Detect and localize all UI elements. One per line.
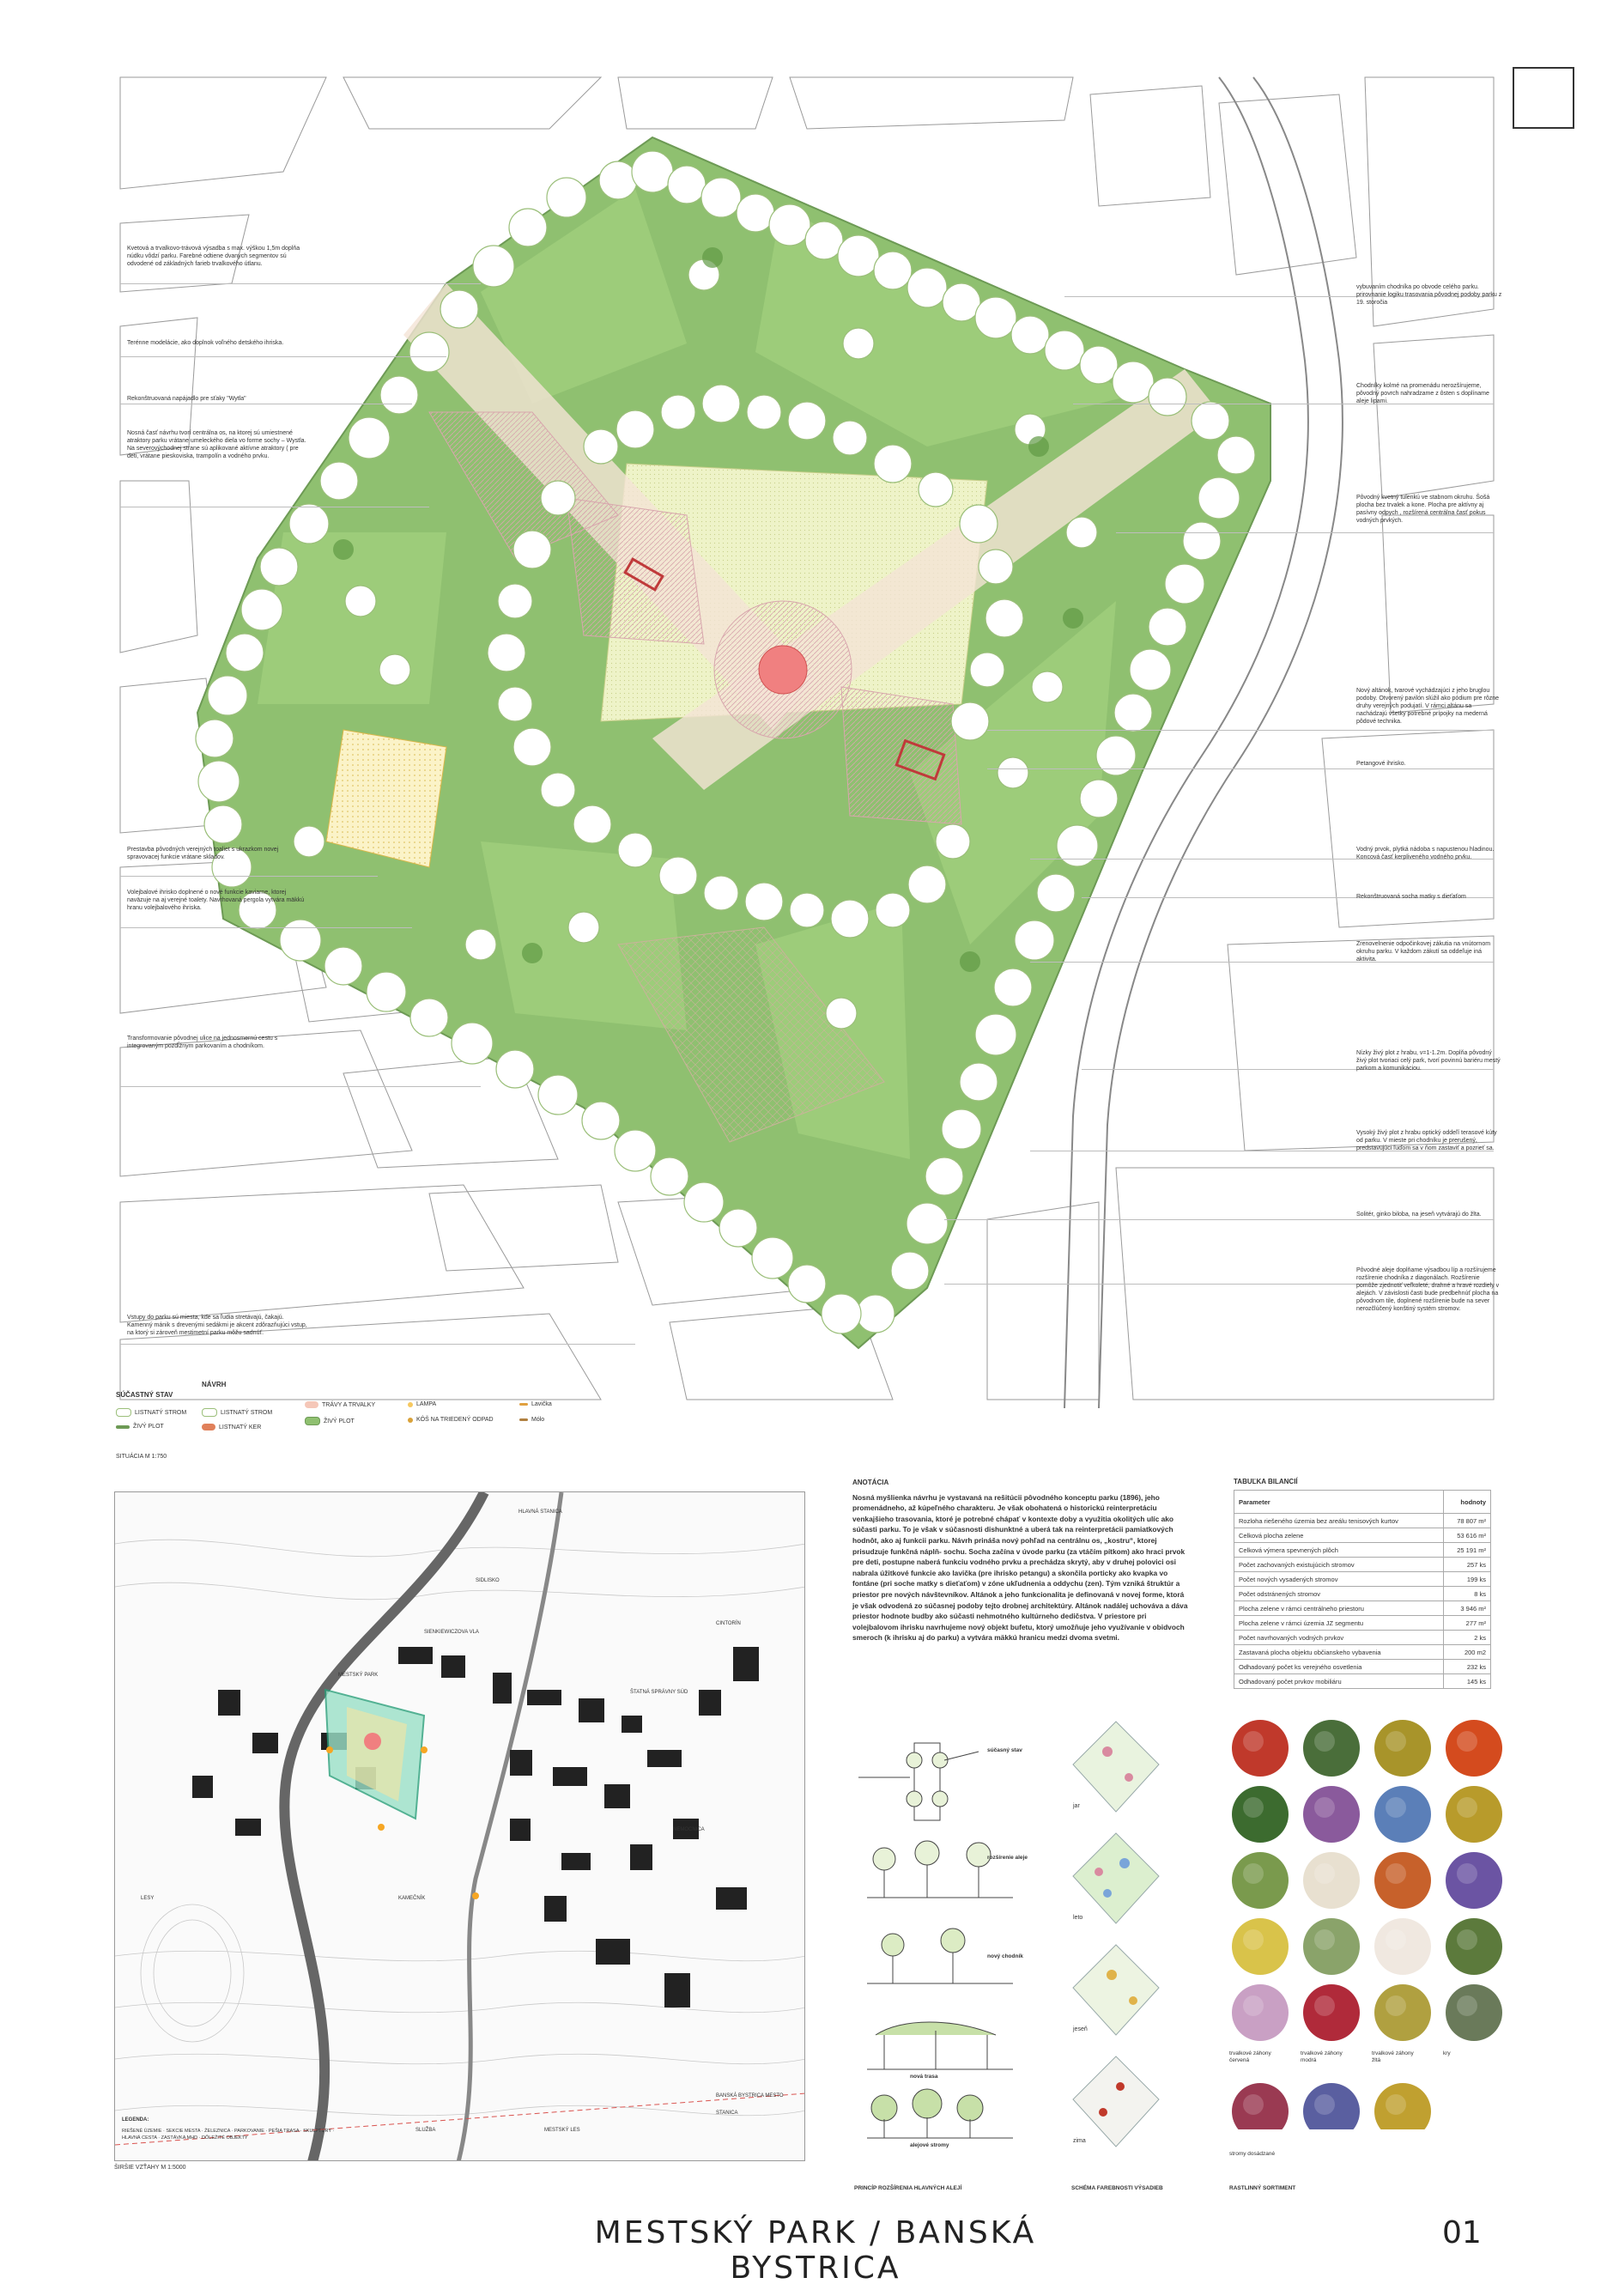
plant-photo-highlight bbox=[1314, 1995, 1335, 2016]
ctx-label-13: MESTSKÝ LES bbox=[544, 2128, 580, 2133]
plant-caption: RASTLINNÝ SORTIMENT bbox=[1229, 2185, 1296, 2191]
annotation-text: Nosná myšlienka návrhu je vystavaná na rešitúcii pôvodného konceptu parku (1896), jeho promenádneho, až kúpeľného charakteru. Je však obohatená o historickú reinterpretáciu venkajšieho trasovania, ktoré je potrebné chápať v kontexte doby a využitia okolitých ulíc ako súčasti parku. To je však v súčasnosti dishunktné a uberá tak na reinterpretácii pamiatkových hodnôt, ako aj funkcii parku. Návrh prináša nový pohľad na centrálnu os, „kostru“, ktorej prisudzuje funkčná náplň- sochu. Socha začína v úvode parku (za vtáčím pítkom) ako hraci prvok pre deti, postupne naberá funkciu vodného prvku a prechádza skrytý, aby v druhej polovici osi nabrala úžitkové funkcie ako lavička (pre ihrisko petangu) a skončila porticky ako kvapka vo fontáne (pri soche matky s dieťaťom) v zóne ukľudnenia a oddychu (zen). Tým vzniká štruktúr a priestor pre nových návštevníkov. Altánok a jeho funkcionalita je definovaná v novej forme, ktorá je však odvodená zo súčasnej podoby tejto drobnej architektúry. Altánok nadálej uchováva a dáva priestor hodnote budby ako súčasti nehmotného kultúrneho dedičstva. V priestore pri volejbalovom ihrisku navrhujeme nový objekt bufetu, ktorý umožňuje jeho využívanie v obidvoch smeroch (k ihrisku aj do parku) a vytvára mäkkú hranicu medzi dvoma svetmi. bbox=[852, 1492, 1188, 1643]
legend-bin: KÔŠ NA TRIEDENÝ ODPAD bbox=[408, 1417, 494, 1423]
table-row: Plocha zelene v rámci územia JZ segmentu 277 m² bbox=[1234, 1616, 1491, 1631]
note-left-7: Transformovanie pôvodnej ulice na jednosmernú cestu s integrovaným pozdĺžnym parkovaním a chodníkom. bbox=[127, 1036, 278, 1049]
plant-photo-highlight bbox=[1386, 1929, 1406, 1950]
plant-photo-highlight bbox=[1314, 1929, 1335, 1950]
legend-current-tree: LISTNATÝ STROM bbox=[116, 1408, 186, 1417]
ctx-label-5: SIDLISKO bbox=[476, 1578, 500, 1583]
legend-proposal-title: NÁVRH bbox=[202, 1381, 227, 1388]
ctx-label-3: HLAVNÁ STANICA bbox=[518, 1509, 562, 1515]
note-left-8: Vstupy do parku sú miesta, kde sa ľudia stretávajú, čakajú. Kamenný mánik s drevenými sedákmi je akcent zdôrazňujúci vstup, na ktorý si zároveň mestimetní parku môžu sadnúť. bbox=[127, 1315, 307, 1336]
legend-grasses: TRÁVY A TRVALKY bbox=[305, 1401, 375, 1408]
page-number: 01 bbox=[1442, 2215, 1482, 2250]
note-right-4: Nový altánok, tvarové vychádzajúci z jeho bruglou podoby. Otvorený pavilón slúžil ako pódium pre rôzne druhy verejných podujatí. V rámci altánu sa nachádzajú všetky potrebné prípojky na mederná pôdové technika. bbox=[1356, 688, 1500, 725]
plant-photo-highlight bbox=[1457, 1929, 1477, 1950]
plant-photo-highlight bbox=[1314, 1863, 1335, 1884]
legend-current-title: SÚČASTNÝ STAV bbox=[116, 1391, 173, 1399]
plant-label-yellow: trvalkové záhony žltá bbox=[1372, 2050, 1414, 2063]
plant-label-shrubs: kry bbox=[1443, 2050, 1451, 2056]
sketch-caption: PRINCÍP ROZŠÍRENIA HLAVNÝCH ALEJÍ bbox=[854, 2185, 962, 2191]
season-caption: SCHÉMA FAREBNOSTI VÝSADIEB bbox=[1071, 2185, 1163, 2191]
note-right-11: Solitér, ginko biloba, na jeseň vytvárajú do žlta. bbox=[1356, 1212, 1482, 1218]
note-right-6: Vodný prvok, plytká nádoba s napustenou hladinou. Koncová časť kerpliveného vodného prvku. bbox=[1356, 847, 1495, 860]
sketch-label-5: alejové stromy bbox=[910, 2142, 949, 2148]
legend-hedge: ŽIVÝ PLOT bbox=[305, 1417, 355, 1425]
table-row: Plocha zelene v rámci centrálneho priestoru 3 946 m² bbox=[1234, 1601, 1491, 1616]
note-right-3: Pôvodný kvetný tulenkú ve stabnom okruhu. Šošá plocha bez trvalek a kone. Plocha pre aktívny aj pasívny odpych , rozšírená centrálna časť pokus vodných prvkých. bbox=[1356, 495, 1490, 524]
note-left-1: Kvetová a trvalkovo-trávová výsadba s max. výškou 1,5m doplňa núdku vôdzí parku. Farebné odtiene dvanych segmentov sú odvodené od základných farieb trvalkového útlanu. bbox=[127, 246, 300, 267]
table-row: Počet nových vysadených stromov 199 ks bbox=[1234, 1572, 1491, 1587]
plant-label-trees: stromy dosádzané bbox=[1229, 2151, 1276, 2157]
season-winter: zima bbox=[1073, 2138, 1086, 2144]
legend-tree: LISTNATÝ STROM bbox=[202, 1408, 272, 1417]
table-row: Počet odstránených stromov 8 ks bbox=[1234, 1587, 1491, 1601]
ctx-label-10: STANICA bbox=[716, 2111, 738, 2116]
annotation-title: ANOTÁCIA bbox=[852, 1479, 889, 1486]
plant-photo-highlight bbox=[1386, 1731, 1406, 1752]
note-right-8: Zrenovelnenie odpočinkovej zákutia na vnútornom okruhu parku. V každom zákutí sa oddeľuje iná aktivita. bbox=[1356, 941, 1491, 963]
table-row: Počet navrhovaných vodných prvkov 2 ks bbox=[1234, 1631, 1491, 1645]
sketch-label-4: nová trasa bbox=[910, 2074, 938, 2080]
plant-photo-highlight bbox=[1314, 1731, 1335, 1752]
table-row: Celková plocha zelene 53 616 m² bbox=[1234, 1528, 1491, 1543]
ctx-label-6: NEMOCNICA bbox=[673, 1827, 705, 1832]
plant-photo-highlight bbox=[1314, 2094, 1335, 2115]
sketch-label-1: súčasný stav bbox=[987, 1747, 1022, 1753]
note-left-3: Rekonštruovaná napájadlo pre sťaky "Wytla" bbox=[127, 396, 246, 402]
plant-photo-highlight bbox=[1457, 1995, 1477, 2016]
table-row: Zastavaná plocha objektu občianskeho vybavenia 200 m2 bbox=[1234, 1645, 1491, 1660]
note-right-5: Petangové ihrisko. bbox=[1356, 761, 1406, 767]
context-map-caption: ŠIRŠIE VZŤAHY M 1:5000 bbox=[114, 2165, 186, 2171]
season-autumn: jeseň bbox=[1073, 2026, 1088, 2032]
ctx-label-12: SLUŽBA bbox=[415, 2128, 436, 2133]
note-right-7: Rekonštruovaná socha matky s dieťaťom bbox=[1356, 894, 1466, 900]
ctx-label-2: ŠTATNÁ SPRÁVNY SÚD bbox=[630, 1690, 688, 1695]
sketch-label-3: nový chodník bbox=[987, 1953, 1023, 1959]
ctx-legend-items: RIEŠENÉ ÚZEMIE · SEKCIE MESTA · ŽELEZNICA · PARKOVANIE · PEŠIA TRASA · SKULPTÚRY · HLAVNÁ CESTA · ZASTÁVKA MHD · DÔLEŽITÉ OBJEKTY bbox=[122, 2129, 335, 2141]
plant-photo-highlight bbox=[1457, 1863, 1477, 1884]
table-header-param: Parameter bbox=[1234, 1491, 1444, 1514]
legend-current-hedge: ŽIVÝ PLOT bbox=[116, 1424, 164, 1430]
table-row: Počet zachovaných existujúcich stromov 257 ks bbox=[1234, 1558, 1491, 1572]
table-row: Celková výmera spevnených plôch 25 191 m² bbox=[1234, 1543, 1491, 1558]
page-title: MESTSKÝ PARK / BANSKÁ BYSTRICA bbox=[594, 2215, 1037, 2286]
plan-legend bbox=[116, 1381, 871, 1458]
context-map bbox=[114, 1491, 805, 2161]
note-left-4: Nosná časť návrhu tvorí centrálna os, na ktorej sú umiestnené atraktory parku vrátane umeleckého diela vo forme sochy – Wystla. Na severovýchodnej strane sú aplikované aktívne atraktory ( pre deti, vrátane pieskoviska, trampolín a vodného prvku. bbox=[127, 430, 306, 459]
plant-photo-highlight bbox=[1386, 1995, 1406, 2016]
season-summer: leto bbox=[1073, 1915, 1083, 1921]
plant-photo-highlight bbox=[1386, 1797, 1406, 1818]
table-title: TABUĽKA BILANCIÍ bbox=[1234, 1478, 1298, 1485]
plant-label-red: trvalkové záhony červená bbox=[1229, 2050, 1271, 2063]
ctx-label-8: KAMEČNÍK bbox=[398, 1896, 426, 1901]
note-right-1: vybuvaním chodníka po obvode celého parku. prirovnanie logiku trasovania pôvodnej podoby parku z 19. storočia bbox=[1356, 284, 1502, 306]
season-schemes bbox=[1064, 1717, 1193, 2181]
table-header-value: hodnoty bbox=[1443, 1491, 1490, 1514]
ctx-label-1: SIENKIEWICZOVA VLA bbox=[424, 1630, 479, 1635]
ctx-label-4: LESY bbox=[141, 1896, 155, 1901]
note-left-2: Terénne modelácie, ako doplnok voľného detského ihriska. bbox=[127, 340, 284, 346]
alley-sketches bbox=[850, 1726, 1047, 2155]
plant-photo-highlight bbox=[1457, 1797, 1477, 1818]
plant-photo-highlight bbox=[1243, 2094, 1264, 2115]
ctx-label-7: CINTORÍN bbox=[716, 1621, 741, 1626]
plant-photo-highlight bbox=[1243, 1731, 1264, 1752]
table-row: Rozloha riešeného územia bez areálu tenisových kurtov 78 807 m² bbox=[1234, 1514, 1491, 1528]
plant-photo-highlight bbox=[1243, 1797, 1264, 1818]
plant-photo-highlight bbox=[1314, 1797, 1335, 1818]
balance-table bbox=[1234, 1490, 1491, 1689]
legend-bench: Lavička bbox=[519, 1401, 552, 1407]
plant-photo-highlight bbox=[1243, 1863, 1264, 1884]
plant-photo-highlight bbox=[1243, 1929, 1264, 1950]
table-row: Odhadovaný počet prvkov mobiliáru 145 ks bbox=[1234, 1674, 1491, 1689]
ctx-label-11: BANSKÁ BYSTRICA MESTO bbox=[716, 2093, 784, 2099]
legend-lamp: LAMPA bbox=[408, 1401, 436, 1407]
note-right-2: Chodníky kolmé na promenádu nerozšírujeme, pôvodný povrch nahradzame z ôsten s doplíname aleje lipami. bbox=[1356, 383, 1489, 404]
plant-label-blue: trvalkové záhony modrá bbox=[1301, 2050, 1343, 2063]
ctx-legend-title: LEGENDA: bbox=[122, 2117, 149, 2123]
plant-photo-highlight bbox=[1386, 2094, 1406, 2115]
plan-scale: SITUÁCIA M 1:750 bbox=[116, 1454, 167, 1460]
note-left-5: Prestavba pôvodných verejných toaliet s ukrazkom novej spravovacej funkcie vrátane skladov. bbox=[127, 847, 279, 860]
note-right-9: Nízky živý plot z hrabu, v=1-1.2m. Doplňa pôvodný živý plot tvoriaci celý park, tvorí povinnú bariéru mestý parkom a komunikáciou. bbox=[1356, 1050, 1501, 1072]
note-right-10: Vysoký živý plot z hrabu optický oddeľí terasové kúty od parku. V mieste pri chodníku je prerušený, predstavujúci ľuďom sa v ňom zastaviť a pozrieť sa. bbox=[1356, 1130, 1497, 1151]
table-row: Odhadovaný počet ks verejného osvetlenia 232 ks bbox=[1234, 1660, 1491, 1674]
note-left-6: Volejbalové ihrisko doplnené o nové funkcie kaviarne, ktorej naväzuje na aj verejné toalety. Navrhovaná pergola vytvára mäkkú hranu volejbalového ihriska. bbox=[127, 890, 305, 911]
note-right-12: Pôvodné aleje doplňame výsadbou líp a rozšírujeme rozšírenie chodníka z diagonálach. Rozšírenie pomôže zjednotiť veľkoleté, drahné a hravé rozdiely v alejách. V závislosti časti bude predbehnúť plocha na pôvodnom tile, doplnené rozšírenie bude na sever nerozčlúčený konštiný systém stromov. bbox=[1356, 1267, 1500, 1312]
season-spring: jar bbox=[1073, 1803, 1080, 1809]
plant-photo-highlight bbox=[1457, 1731, 1477, 1752]
ctx-label-9: MESTSKÝ PARK bbox=[338, 1673, 379, 1678]
plant-palette bbox=[1228, 1717, 1502, 2129]
annotation bbox=[852, 1478, 1192, 1643]
legend-shrub: LISTNATÝ KER bbox=[202, 1424, 261, 1430]
legend-pier: Mólo bbox=[519, 1417, 544, 1423]
sketch-label-2: rozšírenie aleje bbox=[987, 1855, 1028, 1861]
plant-photo-highlight bbox=[1243, 1995, 1264, 2016]
plant-photo-highlight bbox=[1386, 1863, 1406, 1884]
